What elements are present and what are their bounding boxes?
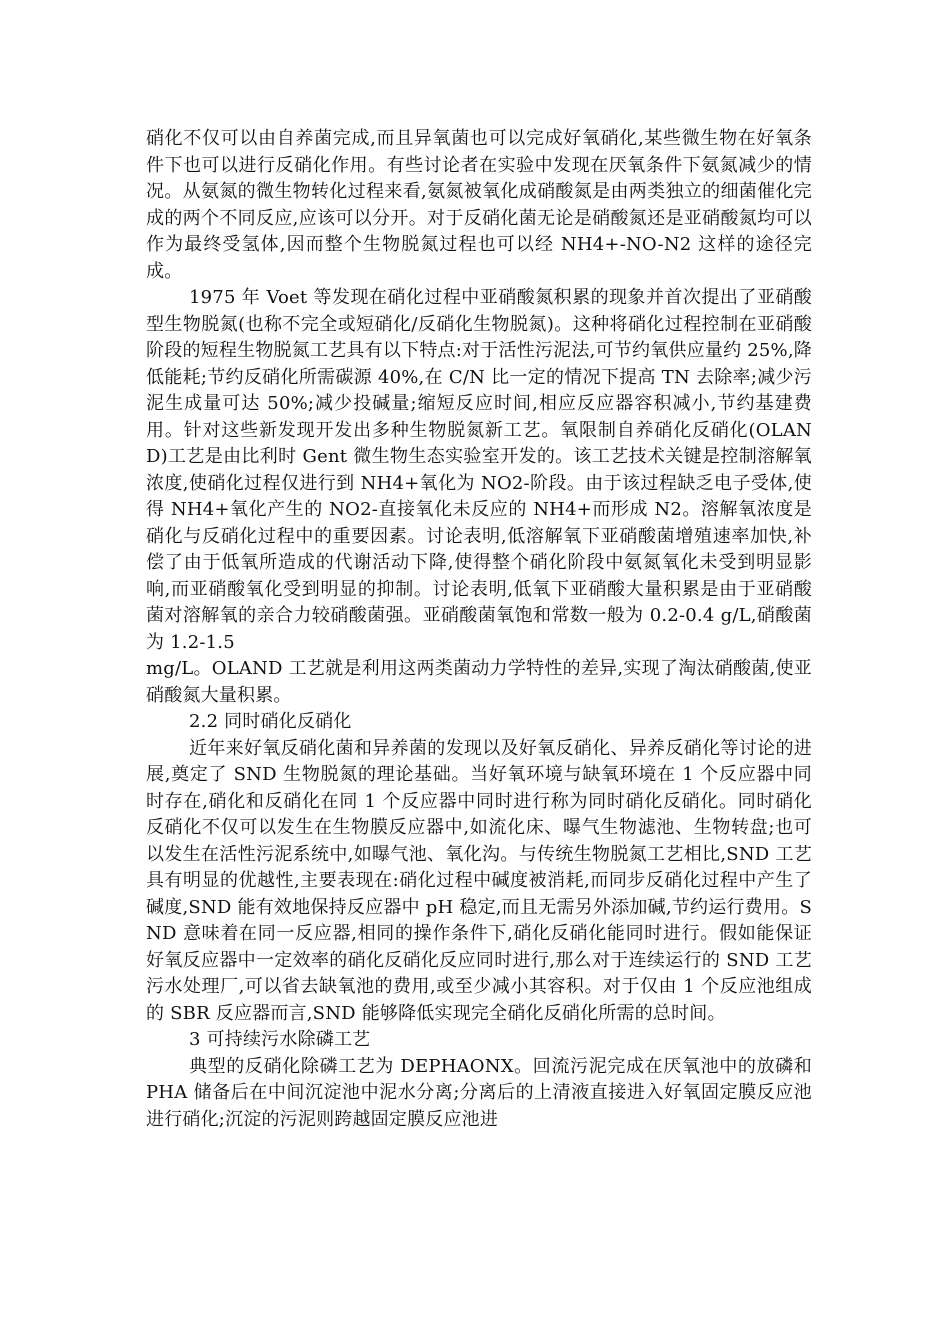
section-heading: 2.2 同时硝化反硝化	[189, 711, 352, 732]
body-paragraph: 近年来好氧反硝化菌和异养菌的发现以及好氧反硝化、异养反硝化等讨论的进展,奠定了 SND 生物脱氮的理论基础。当好氧环境与缺氧环境在 1 个反应器中同时存在,硝化和反硝化在同 1 个反应器中同时进行称为同时硝化反硝化。同时硝化反硝化不仅可以发生在生物膜反应器中,如流化床、曝气生物滤池、生物转盘;也可以发生在活性污泥系统中,如曝气池、氧化沟。与传统生物脱氮工艺相比,SND 工艺具有明显的优越性,主要表现在:硝化过程中碱度被消耗,而同步反硝化过程中产生了碱度,SND 能有效地保持反应器中 pH 稳定,而且无需另外添加碱,节约运行费用。SND 意味着在同一反应器,相同的操作条件下,硝化反硝化能同时进行。假如能保证好氧反应器中一定效率的硝化反硝化反应同时进行,那么对于连续运行的 SND 工艺污水处理厂,可以省去缺氧池的费用,或至少减小其容积。对于仅由 1 个反应池组成的 SBR 反应器而言,SND 能够降低实现完全硝化反硝化所需的总时间。	[146, 737, 812, 1024]
body-paragraph: 典型的反硝化除磷工艺为 DEPHAONX。回流污泥完成在厌氧池中的放磷和 PHA 储备后在中间沉淀池中泥水分离;分离后的上清液直接进入好氧固定膜反应池进行硝化;沉淀的污泥则跨越固定膜反应池进	[146, 1055, 818, 1130]
body-paragraph: 1975 年 Voet 等发现在硝化过程中亚硝酸氮积累的现象并首次提出了亚硝酸型生物脱氮(也称不完全或短硝化/反硝化生物脱氮)。这种将硝化过程控制在亚硝酸阶段的短程生物脱氮工艺具有以下特点:对于活性污泥法,可节约氧供应量约 25%,降低能耗;节约反硝化所需碳源 40%,在 C/N 比一定的情况下提高 TN 去除率;减少污泥生成量可达 50%;减少投碱量;缩短反应时间,相应反应器容积减小,节约基建费用。针对这些新发现开发出多种生物脱氮新工艺。氧限制自养硝化反硝化(OLAND)工艺是由比利时 Gent 微生物生态实验室开发的。该工艺技术关键是控制溶解氧浓度,使硝化过程仅进行到 NH4+氧化为 NO2-阶段。由于该过程缺乏电子受体,使得 NH4+氧化产生的 NO2-直接氧化未反应的 NH4+而形成 N2。溶解氧浓度是硝化与反硝化过程中的重要因素。讨论表明,低溶解氧下亚硝酸菌增殖速率加快,补偿了由于低氧所造成的代谢活动下降,使得整个硝化阶段中氨氮氧化未受到明显影响,而亚硝酸氧化受到明显的抑制。讨论表明,低氧下亚硝酸大量积累是由于亚硝酸菌对溶解氧的亲合力较硝酸菌强。亚硝酸菌氧饱和常数一般为 0.2-0.4 g/L,硝酸菌为 1.2-1.5 mg/L。OLAND 工艺就是利用这两类菌动力学特性的差异,实现了淘汰硝酸菌,使亚硝酸氮大量积累。	[146, 287, 812, 706]
document-page	[146, 126, 818, 1133]
section-heading: 3 可持续污水除磷工艺	[189, 1029, 371, 1050]
body-paragraph: 硝化不仅可以由自养菌完成,而且异氧菌也可以完成好氧硝化,某些微生物在好氧条件下也可以进行反硝化作用。有些讨论者在实验中发现在厌氧条件下氨氮减少的情况。从氨氮的微生物转化过程来看,氨氮被氧化成硝酸氮是由两类独立的细菌催化完成的两个不同反应,应该可以分开。对于反硝化菌无论是硝酸氮还是亚硝酸氮均可以作为最终受氢体,因而整个生物脱氮过程也可以经 NH4+-NO-N2 这样的途径完成。	[146, 128, 812, 282]
